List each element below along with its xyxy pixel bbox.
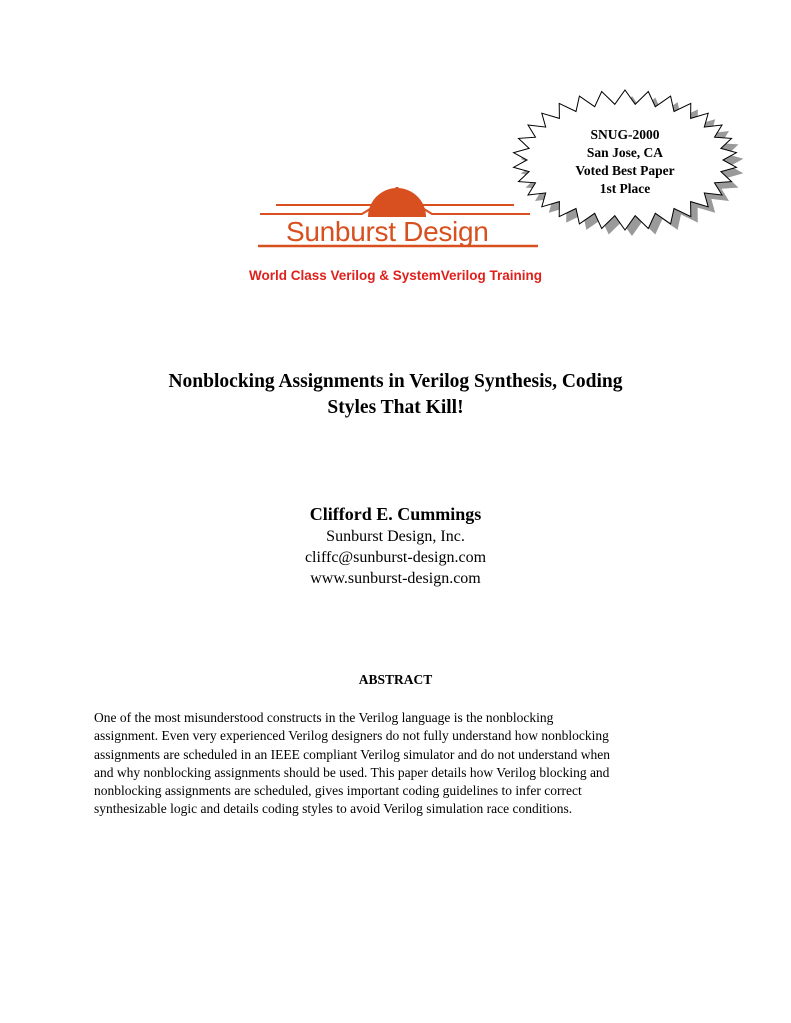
author-name: Clifford E. Cummings (309, 504, 482, 524)
author-block (0, 502, 791, 589)
abstract-line: synthesizable logic and details coding styles to avoid Verilog simulation race conditions. (94, 801, 573, 817)
paper-title (95, 369, 696, 421)
author-company: Sunburst Design, Inc. (326, 528, 465, 545)
abstract-heading: ABSTRACT (358, 672, 433, 687)
abstract-line: One of the most misunderstood constructs in the Verilog language is the nonblocking (94, 710, 554, 725)
abstract-line: nonblocking assignments are scheduled, gives important coding guidelines to infer correct (94, 783, 582, 799)
abstract-body (94, 709, 700, 819)
award-badge (510, 88, 755, 238)
badge-line-location: San Jose, CA (586, 145, 664, 160)
abstract-line: assignments are scheduled in an IEEE compliant Verilog simulator and do not understand when (94, 746, 611, 762)
paper-title-line-2: Styles That Kill! (327, 397, 464, 418)
logo-wordmark: Sunburst Design (286, 216, 489, 247)
author-website: www.sunburst-design.com (310, 570, 481, 587)
badge-text (510, 126, 740, 198)
badge-line-place: 1st Place (599, 181, 651, 196)
badge-line-event: SNUG-2000 (590, 127, 660, 142)
sunburst-design-logo (258, 183, 538, 253)
paper-title-line-1: Nonblocking Assignments in Verilog Synthesis, Coding (168, 371, 623, 392)
author-email: cliffc@sunburst-design.com (304, 549, 487, 566)
abstract-line: and why nonblocking assignments should be used. This paper details how Verilog blocking and (94, 764, 610, 780)
abstract-line: assignment. Even very experienced Verilog designers do not fully understand how nonblocking (94, 728, 609, 744)
badge-line-award: Voted Best Paper (575, 163, 675, 178)
tagline: World Class Verilog & SystemVerilog Training (248, 268, 543, 283)
